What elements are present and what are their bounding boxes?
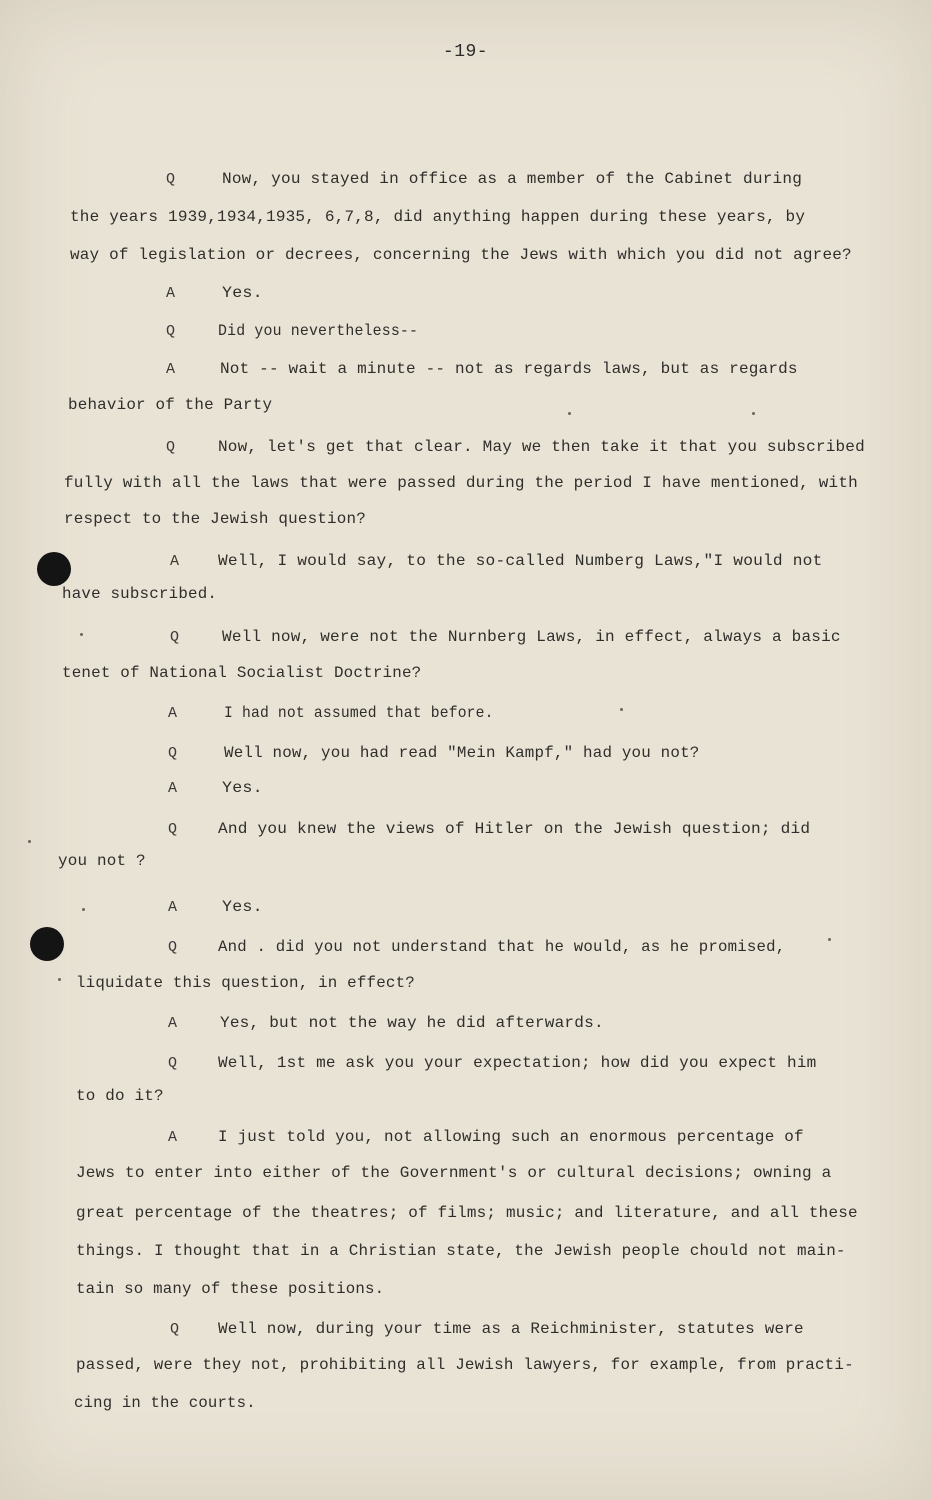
speaker-label: Q [166,439,176,456]
transcript-line: Well now, you had read "Mein Kampf," had you not? [224,744,700,762]
transcript-line: Not -- wait a minute -- not as regards laws, but as regards [220,360,798,378]
paper-speck [82,908,85,911]
transcript-line: Jews to enter into either of the Government's or cultural decisions; owning a [76,1164,832,1182]
paper-speck [620,708,623,711]
transcript-line: Did you nevertheless-- [218,322,419,340]
transcript-line: Well, I would say, to the so-called Numberg Laws,"I would not [218,552,823,570]
speaker-label: A [166,361,176,378]
speaker-label: Q [168,745,178,762]
speaker-label: Q [166,171,176,188]
transcript-line: fully with all the laws that were passed during the period I have mentioned, with [64,474,858,492]
paper-speck [58,978,61,981]
transcript-line: things. I thought that in a Christian state, the Jewish people chould not main- [76,1242,846,1260]
transcript-line: liquidate this question, in effect? [76,974,415,992]
transcript-line: And . did you not understand that he would, as he promised, [218,938,786,956]
transcript-line: And you knew the views of Hitler on the Jewish question; did [218,820,811,838]
speaker-label: A [168,780,178,797]
transcript-line: Yes. [222,779,263,797]
transcript-line: Now, let's get that clear. May we then take it that you subscribed [218,438,865,456]
speaker-label: Q [168,1055,178,1072]
transcript-line: I had not assumed that before. [224,704,494,722]
transcript-line: I just told you, not allowing such an enormous percentage of [218,1128,804,1146]
transcript-line: tain so many of these positions. [76,1280,385,1298]
speaker-label: Q [168,939,178,956]
transcript-line: behavior of the Party [68,396,273,414]
transcript-line: Yes. [222,898,263,916]
transcript-line: tenet of National Socialist Doctrine? [62,664,422,682]
transcript-line: cing in the courts. [74,1394,256,1412]
paper-speck [80,633,83,636]
speaker-label: Q [170,629,180,646]
page-number: -19- [442,42,489,62]
paper-speck [752,412,755,415]
transcript-line: great percentage of the theatres; of films; music; and literature, and all these [76,1204,858,1222]
transcript-line: Yes. [222,284,263,302]
transcript-line: you not ? [58,852,146,870]
transcript-line: Well now, were not the Nurnberg Laws, in effect, always a basic [222,628,841,646]
transcript-line: the years 1939,1934,1935, 6,7,8, did anything happen during these years, by [70,208,806,226]
speaker-label: Q [168,821,178,838]
paper-speck [28,840,31,843]
paper-speck [568,412,571,415]
transcript-line: Yes, but not the way he did afterwards. [220,1014,604,1032]
speaker-label: Q [166,323,176,340]
transcript-line: passed, were they not, prohibiting all Jewish lawyers, for example, from practi- [76,1356,854,1374]
speaker-label: A [168,705,178,722]
transcript-line: way of legislation or decrees, concerning the Jews with which you did not agree? [70,246,852,264]
punch-hole-bottom [30,927,64,961]
transcript-line: to do it? [76,1087,164,1105]
transcript-line: Well, 1st me ask you your expectation; how did you expect him [218,1054,817,1072]
transcript-line: respect to the Jewish question? [64,510,367,528]
transcript-line: Now, you stayed in office as a member of the Cabinet during [222,170,803,188]
speaker-label: A [166,285,176,302]
transcript-line: have subscribed. [62,585,218,603]
speaker-label: A [170,553,180,570]
speaker-label: Q [170,1321,180,1338]
punch-hole-top [37,552,71,586]
speaker-label: A [168,1129,178,1146]
speaker-label: A [168,899,178,916]
transcript-line: Well now, during your time as a Reichminister, statutes were [218,1320,804,1338]
speaker-label: A [168,1015,178,1032]
paper-speck [828,938,831,941]
